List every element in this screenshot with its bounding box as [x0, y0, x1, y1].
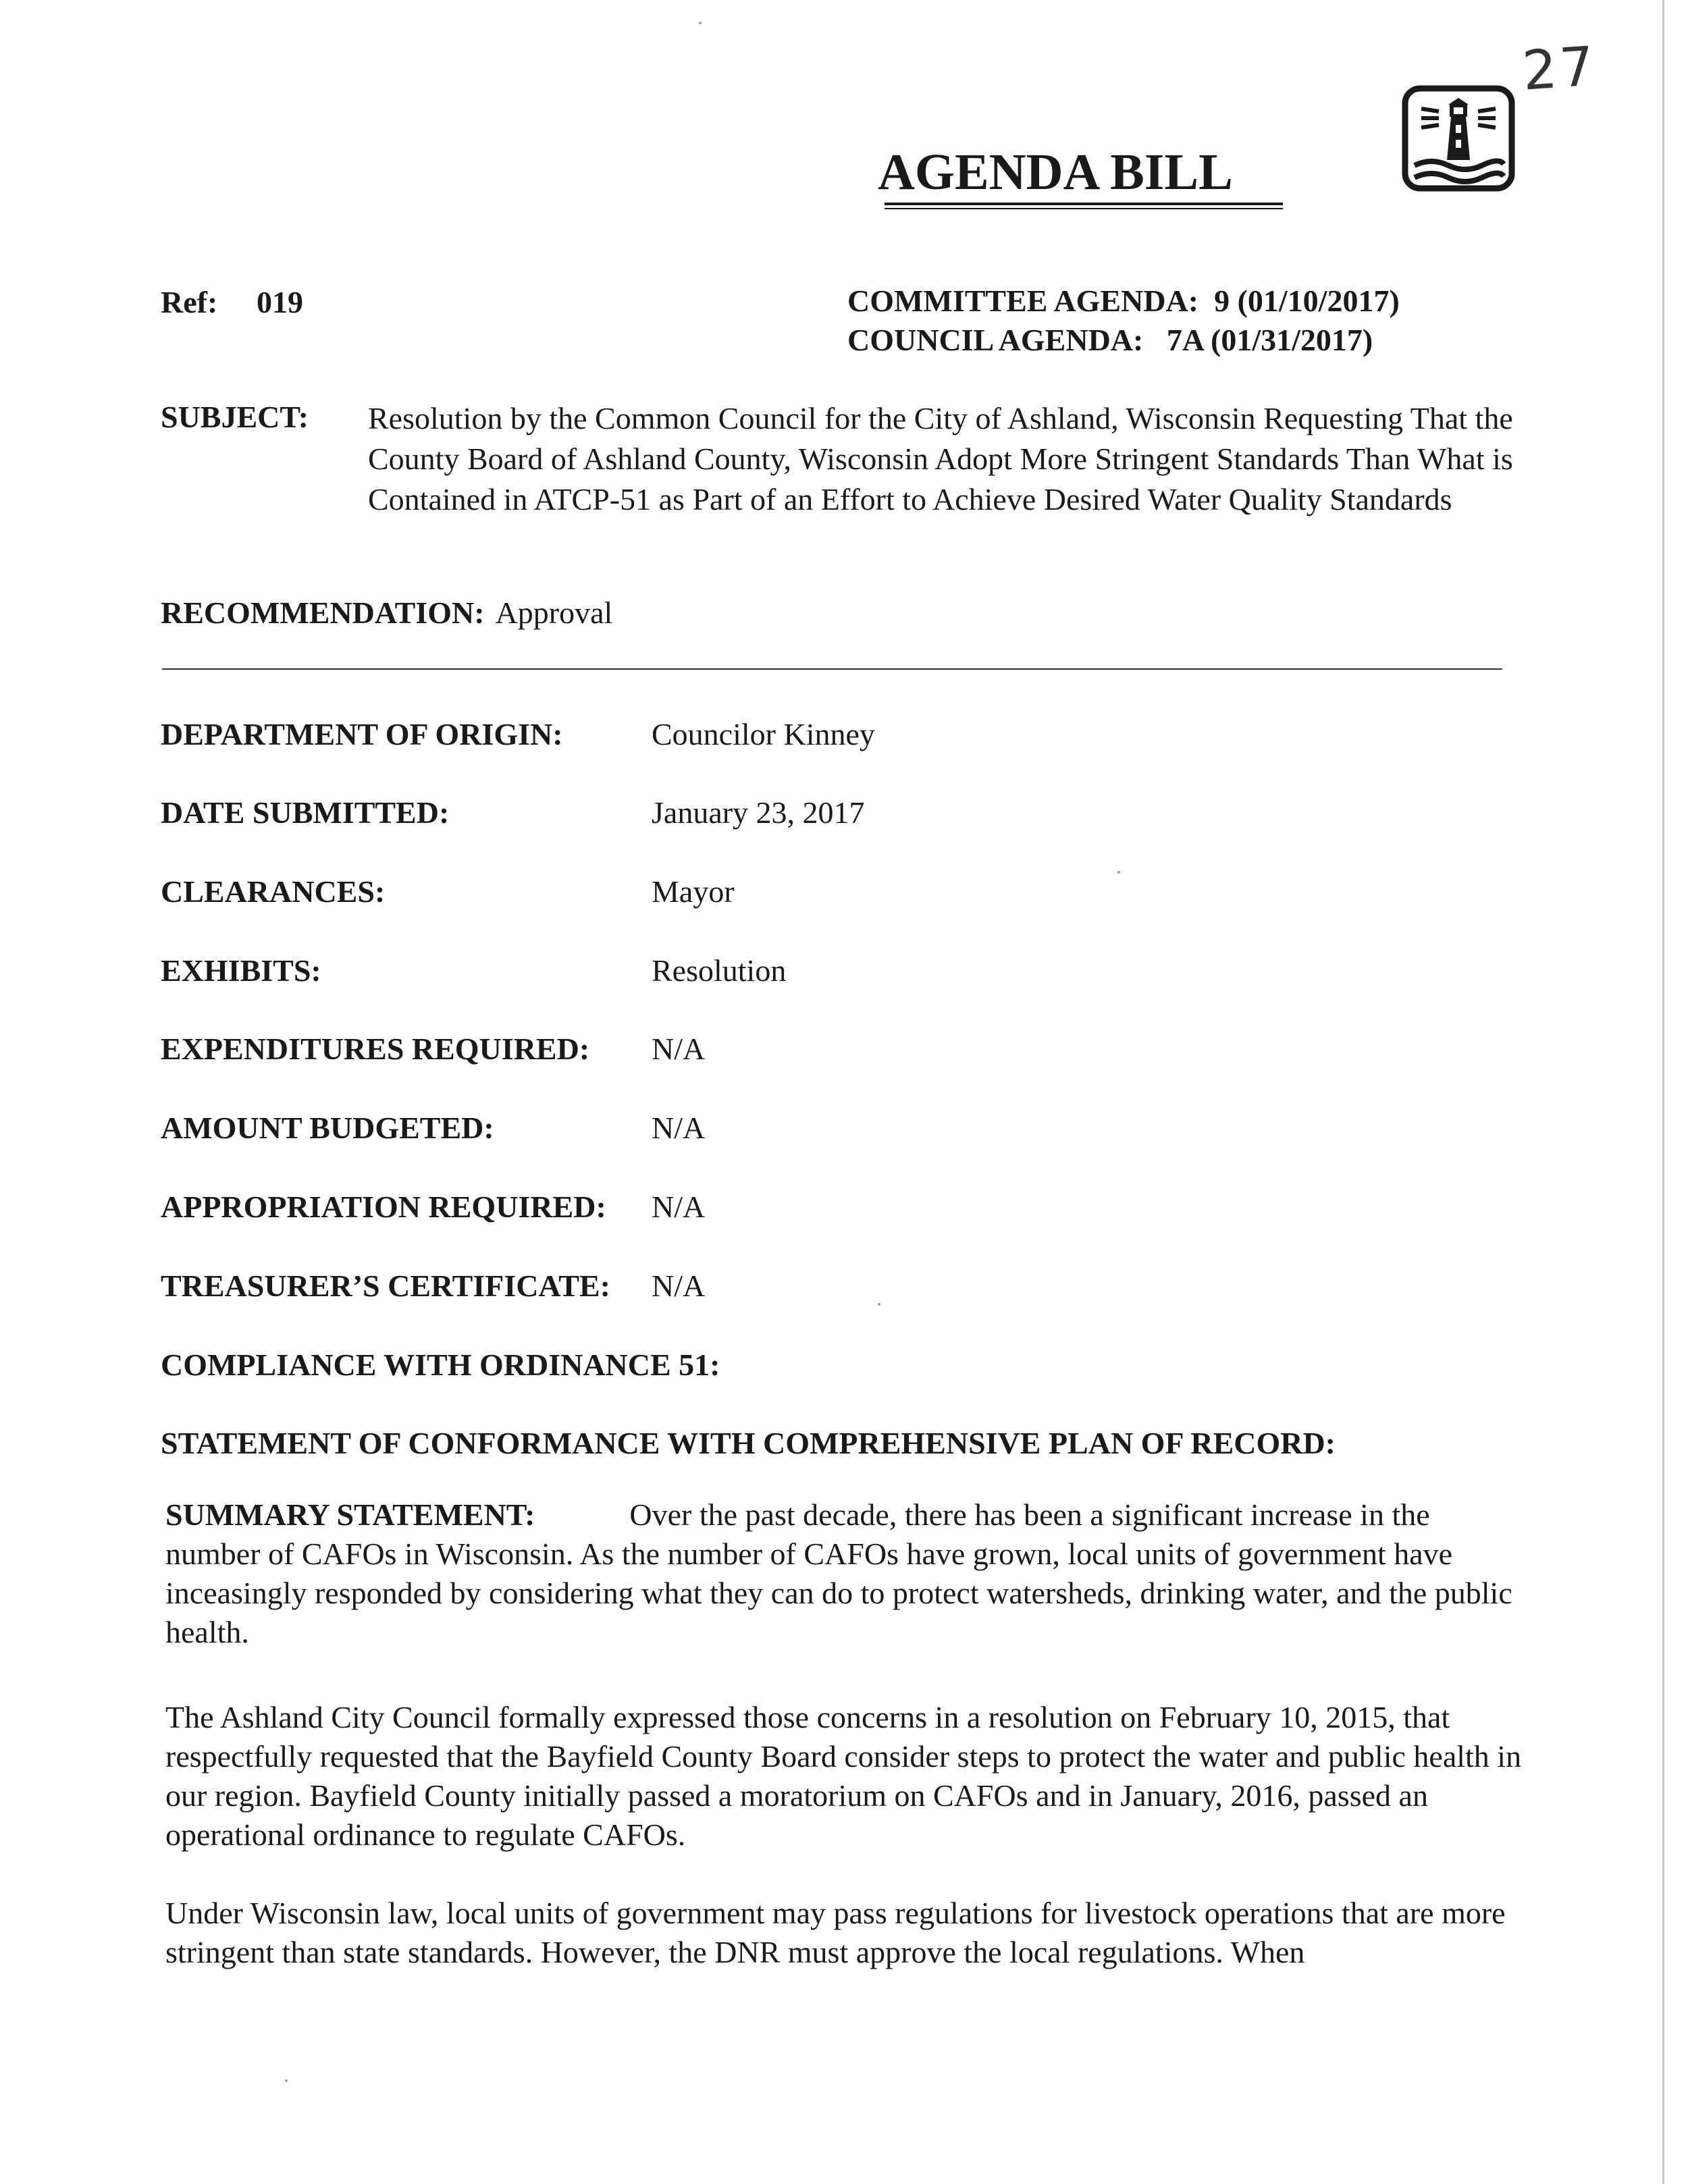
field-label: AMOUNT BUDGETED: [161, 1111, 494, 1145]
scan-speck [878, 1303, 880, 1306]
field-value: Mayor [652, 874, 735, 909]
field-value: N/A [652, 1032, 706, 1066]
committee-agenda: COMMITTEE AGENDA: 9 (01/10/2017) [847, 284, 1400, 318]
field-value: N/A [652, 1269, 706, 1303]
recommendation-label: RECOMMENDATION: [161, 595, 485, 630]
divider [162, 668, 1502, 670]
field-value: N/A [652, 1111, 706, 1145]
title-underline-thin [885, 208, 1283, 209]
summary-text: Over the past decade, there has been a significant increase in the number of CAFOs in Wisconsin. As the number of CAFOs have grown, local units of government have inceasingly responded by considering what they can do to protect watersheds, drinking water, and the public health. [165, 1497, 1512, 1649]
body-paragraph: Under Wisconsin law, local units of government may pass regulations for livestock operations that are more stringent than state standards. However, the DNR must approve the local regulations. When [165, 1896, 1506, 1969]
field-value: January 23, 2017 [652, 795, 865, 830]
field-label: CLEARANCES: [161, 874, 386, 909]
subject-label: SUBJECT: [161, 400, 309, 434]
field-label: DATE SUBMITTED: [161, 795, 450, 830]
body-paragraph: The Ashland City Council formally expressed those concerns in a resolution on February 10, 2015, that respectfully requested that the Bayfield County Board consider steps to protect the water and public health in our region. Bayfield County initially passed a moratorium on CAFOs and in January, 2016, passed an operational ordinance to regulate CAFOs. [165, 1700, 1522, 1852]
title-underline [885, 203, 1283, 205]
summary-statement [165, 1495, 1523, 1652]
field-label: APPROPRIATION REQUIRED: [161, 1190, 606, 1224]
page-title: AGENDA BILL [878, 144, 1233, 201]
subject-text: Resolution by the Common Council for the City of Ashland, Wisconsin Requesting That the County Board of Ashland County, Wisconsin Adopt More Stringent Standards Than What is Contained in ATCP-51 as Part of an Effort to Achieve Desired Water Quality Standards [368, 401, 1513, 516]
field-label: COMPLIANCE WITH ORDINANCE 51: [161, 1348, 720, 1382]
field-label: EXHIBITS: [161, 953, 321, 988]
recommendation-value: Approval [495, 595, 613, 630]
page-edge-line [1662, 0, 1664, 2184]
council-agenda: COUNCIL AGENDA: 7A (01/31/2017) [847, 323, 1373, 357]
scan-speck [1117, 871, 1120, 874]
ref-label: Ref: [161, 285, 218, 319]
field-value: Councilor Kinney [652, 717, 875, 751]
field-value: N/A [652, 1190, 706, 1224]
lighthouse-logo-icon [1401, 84, 1516, 192]
scan-speck [699, 22, 702, 24]
field-label: DEPARTMENT OF ORIGIN: [161, 717, 563, 751]
scan-speck [285, 2079, 288, 2082]
field-value: Resolution [652, 953, 787, 988]
ref-value: 019 [257, 285, 303, 319]
summary-label: SUMMARY STATEMENT: [165, 1497, 535, 1532]
field-label: EXPENDITURES REQUIRED: [161, 1032, 590, 1066]
recommendation [161, 594, 612, 632]
field-label: STATEMENT OF CONFORMANCE WITH COMPREHENSIVE PLAN OF RECORD: [161, 1426, 1336, 1460]
field-label: TREASURER’S CERTIFICATE: [161, 1269, 610, 1303]
handwritten-page-number: 27 [1520, 34, 1599, 103]
